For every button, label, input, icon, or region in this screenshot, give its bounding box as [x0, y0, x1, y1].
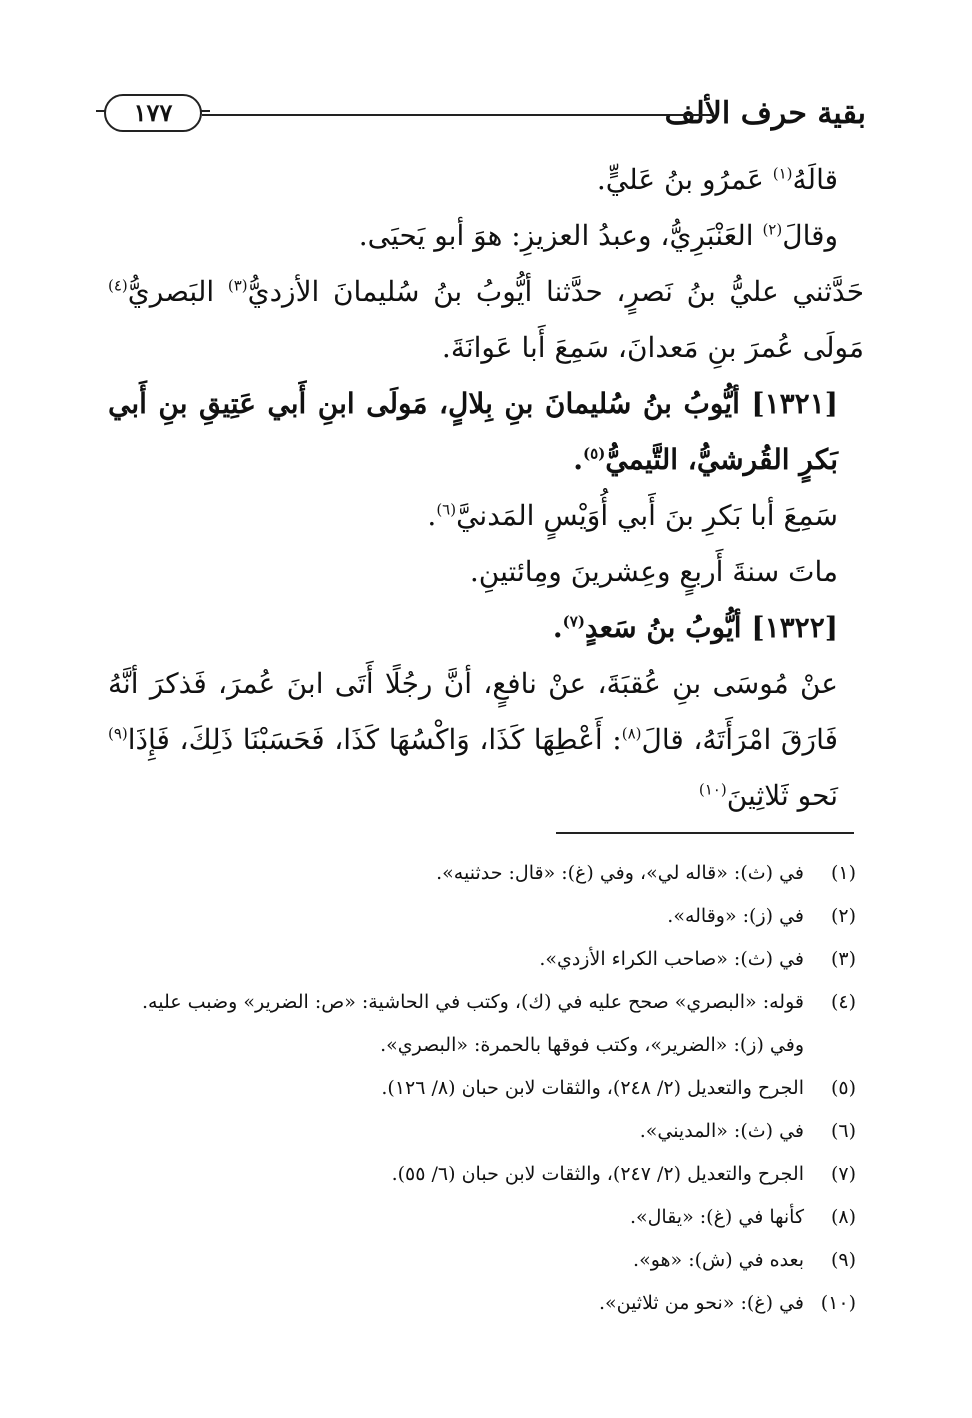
footnote-item	[110, 895, 856, 938]
text-segment: : أَعْطِهَا كَذَا، وَاكْسُهَا كَذَا، فَحَسَبْنَا ذَلِكَ، فَإِذَا	[127, 723, 622, 756]
footnote-number: (٣)	[830, 948, 856, 970]
footnote-number: (٩)	[830, 1249, 856, 1271]
footnote-text: في (غ): «نحو من ثلاثين».	[598, 1292, 804, 1314]
entry-number: [١٣٢٢]	[751, 611, 838, 644]
footnotes	[110, 852, 856, 1325]
text-segment: عنْ مُوسَى بنِ عُقبَةَ، عنْ نافعٍ، أنَّ رجُلًا أَتَى ابنَ عُمرَ، فَذكرَ أنَّهُ فَارَقَ امْرَأَتَهُ، قالَ	[108, 667, 838, 756]
text-paragraph	[108, 264, 864, 376]
text-segment: .	[552, 611, 563, 644]
running-title: بقية حرف الألف	[664, 96, 866, 131]
footnote-ref: (٨)	[621, 724, 642, 743]
page-number: ١٧٧	[104, 94, 202, 132]
footnote-ref: (٦)	[436, 500, 457, 519]
footnote-item	[110, 938, 856, 981]
text-segment: .	[573, 443, 584, 476]
entry-title: أيُّوبُ بنُ سَعدٍ	[584, 611, 752, 644]
entry-title: أيُّوبُ بنُ سُليمانَ بنِ بِلالٍ، مَولَى ابنِ أَبي عَتِيقِ بنِ أَبي بَكرٍ القُرشيُّ، التَّيميُّ	[108, 387, 838, 476]
page-header	[104, 92, 866, 140]
footnote-text: في (ث): «قاله لي»، وفي (غ): «قال: حدثنيه».	[436, 862, 804, 884]
text-segment: وقالَ	[782, 219, 838, 252]
entry-1322	[108, 600, 864, 656]
footnote-item	[110, 1153, 856, 1196]
footnote-text: في (ز): «وقاله».	[667, 905, 804, 927]
footnote-number: (٥)	[830, 1077, 856, 1099]
footnote-item	[110, 981, 856, 1067]
text-segment: سَمِعَ أبا بَكرِ بنَ أَبي أُوَيْسٍ المَدنيَّ	[456, 499, 838, 532]
text-segment: مَولَى عُمرَ بنِ مَعدانَ، سَمِعَ أَبا عَوانَةَ.	[441, 331, 864, 364]
footnote-text: الجرح والتعديل (٢/ ٢٤٨)، والثقات لابن حبان (٨/ ١٢٦).	[381, 1077, 804, 1099]
footnote-item	[110, 1239, 856, 1282]
footnote-number: (١٠)	[820, 1292, 856, 1314]
text-segment: البَصريُّ	[127, 275, 228, 308]
footnote-line: قوله: «البصري» صحح عليه في (ك)، وكتب في الحاشية: «ص: الضرير» وضبب عليه.	[142, 991, 804, 1013]
text-line	[108, 208, 864, 264]
text-segment: نَحو ثَلاثِينَ	[726, 779, 838, 812]
entry-1321	[108, 376, 864, 488]
main-text	[108, 152, 864, 824]
footnote-ref: (١)	[772, 164, 793, 183]
footnote-item	[110, 852, 856, 895]
footnote-ref: (٥)	[583, 444, 606, 463]
footnote-item	[110, 1110, 856, 1153]
footnote-number: (٢)	[830, 905, 856, 927]
footnote-text: في (ث): «المديني».	[639, 1120, 804, 1142]
footnote-text	[110, 981, 804, 1067]
text-line	[108, 488, 864, 544]
text-segment: عَمرُو بنُ عَليٍّ.	[596, 163, 773, 196]
footnote-separator	[556, 832, 854, 834]
text-line	[108, 152, 864, 208]
footnote-number: (٨)	[830, 1206, 856, 1228]
footnote-text: في (ث): «صاحب الكراء الأزدي».	[539, 948, 804, 970]
footnote-text: الجرح والتعديل (٢/ ٢٤٧)، والثقات لابن حبان (٦/ ٥٥).	[391, 1163, 804, 1185]
header-rule	[202, 114, 714, 116]
footnote-item	[110, 1196, 856, 1239]
text-paragraph	[108, 656, 864, 824]
footnote-number: (٦)	[830, 1120, 856, 1142]
footnote-ref: (٧)	[562, 612, 585, 631]
text-segment: قالَهُ	[792, 163, 838, 196]
footnote-ref: (٩)	[108, 724, 128, 743]
text-line: ماتَ سنةَ أَربعٍ وعِشرينَ ومِائتينِ.	[469, 555, 838, 588]
footnote-text: بعده في (ش): «هو».	[633, 1249, 804, 1271]
footnote-item	[110, 1067, 856, 1110]
footnote-ref: (٣)	[227, 276, 248, 295]
footnote-ref: (١٠)	[698, 780, 727, 799]
footnote-number: (٧)	[830, 1163, 856, 1185]
text-segment: حَدَّثني عليُّ بنُ نَصرٍ، حدَّثنا أيُّوبُ بنُ سُليمانَ الأزديُّ	[247, 275, 865, 308]
footnote-item	[110, 1282, 856, 1325]
footnote-ref: (٢)	[762, 220, 783, 239]
footnote-line: وفي (ز): «الضرير»، وكتب فوقها بالحمرة: «البصري».	[380, 1034, 804, 1056]
footnote-ref: (٤)	[108, 276, 128, 295]
footnote-number: (١)	[830, 862, 856, 884]
text-segment: العَنْبَرِيُّ، وعبدُ العزيزِ: هوَ أبو يَحيَى.	[358, 219, 763, 252]
footnote-text: كأنها في (غ): «يقال».	[629, 1206, 804, 1228]
footnote-number: (٤)	[830, 991, 856, 1013]
text-segment: .	[427, 499, 437, 532]
entry-number: [١٣٢١]	[751, 387, 838, 420]
